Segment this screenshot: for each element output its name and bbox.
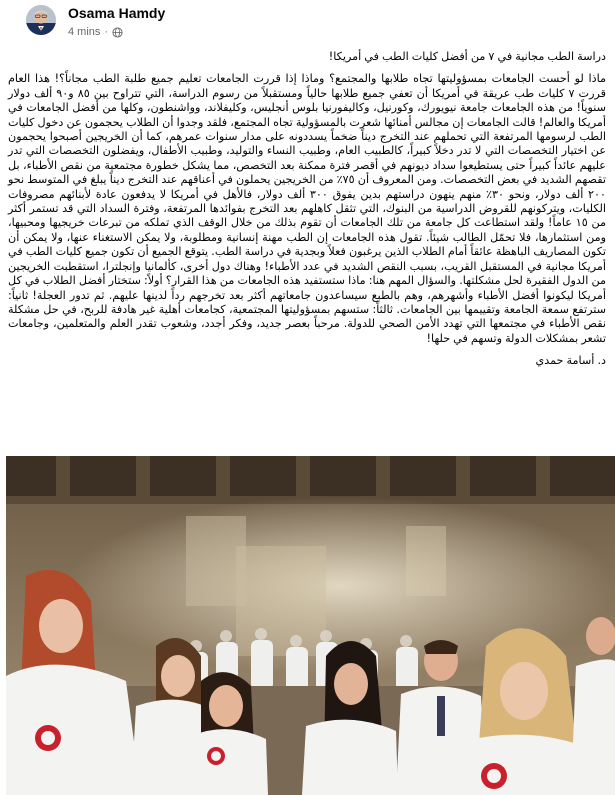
author-name[interactable]: Osama Hamdy	[68, 5, 166, 21]
post-title: دراسة الطب مجانية في ٧ من أفضل كليات الطب في أمريكا!	[328, 50, 606, 63]
post-body: ماذا لو أحست الجامعات بمسؤوليتها تجاه طلابها والمجتمع؟ وماذا إذا قررت الجامعات تعليم جميع طلبة الطب مجاناً؟! هذا العام قررت ٧ كليات طب عريقة في أمريكا أن تعفي جميع طلابها حالياً ومستقبلاً من رسوم الدراسة، التي تتراوح بين ٨٥ و٩٠ ألف دولار سنوياً! من هذه الجامعات جامعة نيويورك، وكورنيل، وكاليفورنيا بلوس أنجليس، وكليفلاند، وواشنطون، وكلها من أفضل الجامعات في أمريكا والعالم! قالت الجامعات إن مجالس أمنائها شعرت بالمسؤولية تجاه المجتمع، فلقد وجدوا أن الطلاب يحجمون عن دخول كليات الطب لرسومها المرتفعة التي تحملهم عند التخرج ديناً ضخماً يسددونه على مدار سنوات عمرهم، كما أن الخريجين أصبحوا يحجمون عن اختيار التخصصات التي لا تدر دخلاً كبيراً، كالطبيب العام، وطبيب النساء والتوليد، وطبيب الأطفال، ويفضلون التخصصات التي تدر عليهم عائداً كبيراً حتى يستطيعوا سداد ديونهم في أقصر فترة ممكنة بعد التخصص، مما يشكل خطورة مجتمعية من نقص الأطباء، بل تقصهم الشديد في بعض التخصصات. ومن المعروف أن ٧٥٪ من الخريجين يحملون في أعناقهم عند التخرج ديناً يبلغ في المتوسط نحو ٢٠٠ ألف دولار، ونحو ٣٠٪ منهم ينهون دراستهم بدين يفوق ٣٠٠ ألف دولار، فالأهل في أمريكا لا يدفعون عادة لأبنائهم مصروفات الكليات، ويتركونهم للقروض الدراسية من البنوك، التي تثقل كاهلهم بعد التخرج بفوائدها المرتفعة، وفترة السداد التي قد تستمر أكثر من ١٥ عاماً! ولقد استطاعت كل جامعة من تلك الجامعات أن تقوم بذلك من خلال الوقف الذي تملكه من تبرعات خريجيها ومحبيها، ومن استثمارها، فلا تحمّل الطالب شيئاً. تقول هذه الجامعات إن الطب مهنة إنسانية ومطلوبة، ولا يمكن الاستغناء عنها، ولا يمكن أن تكون المصاريف الباهظة عائقاً أمام الطلاب الذين يرغبون فعلاً وبجدية في دراسة الطب. يتوقع الجميع أن تكون جميع كليات الطب في أمريكا مجانية في المستقبل القريب، بسبب النقص الشديد في عدد الأطباء! وهناك دول أخرى، كألمانيا وإنجلترا، استقطبت الخريجين من الدول الفقيرة لحل مشكلتها. والسؤال المهم هنا: ماذا ستستفيد هذه الجامعات من هذا القرار؟ أولاً: ستختار أفضل الطلاب في كل أمريكا ليكونوا أفضل الأطباء وأشهرهم، وهم بالطبع سيساعدون جامعاتهم أكثر بعد تخرجهم رداً لدينها عليهم. ثم تدور العجلة! ثانياً: سترتفع سمعة الجامعة وتقييمها بين الجامعات. ثالثاً: ستسهم بمسؤوليتها المجتمعية، كجامعات أهلية غير هادفة للربح، في حل مشكلة نقص الأطباء في مجتمعها التي تهدد الأمن الصحي للدولة. مرحباً بعصر جديد، وفكر أجدد، وشعوب تقدر العلم والمتعلمين، وجامعات تشعر بمشكلات الدولة وتسهم في حلها!	[8, 72, 607, 345]
post-timestamp[interactable]: 4 mins	[68, 26, 101, 38]
post-photo[interactable]	[6, 456, 615, 795]
avatar-image	[26, 5, 56, 35]
meta-separator: ·	[104, 26, 109, 38]
globe-icon	[112, 27, 123, 38]
avatar[interactable]	[26, 5, 56, 35]
post-text	[8, 50, 606, 369]
post-signature: د. أسامة حمدي	[535, 354, 606, 368]
post-meta	[68, 25, 123, 39]
medical-students-white-coat-photo	[6, 456, 615, 795]
post-header	[0, 0, 615, 44]
